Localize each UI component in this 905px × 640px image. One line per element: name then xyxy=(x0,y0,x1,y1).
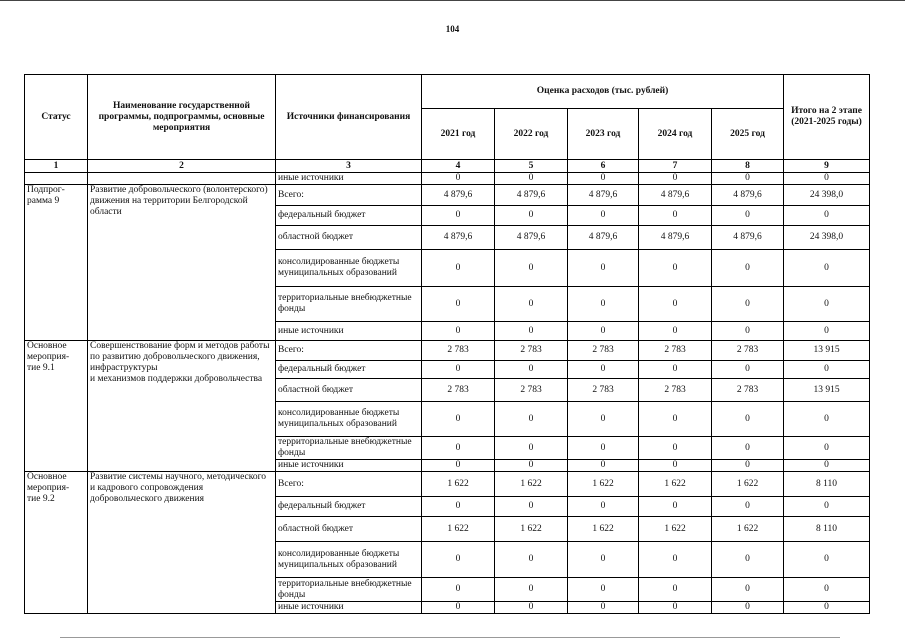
source-cell: областной бюджет xyxy=(276,226,422,250)
value-cell: 0 xyxy=(639,460,712,472)
source-cell: территориальные внебюджетные фонды xyxy=(276,578,422,602)
value-cell: 0 xyxy=(712,602,784,614)
source-cell: Всего: xyxy=(276,341,422,361)
header-estimate: Оценка расходов (тыс. рублей) xyxy=(422,75,784,109)
source-cell: иные источники xyxy=(276,602,422,614)
value-cell: 1 622 xyxy=(495,472,568,497)
value-cell: 0 xyxy=(422,322,495,341)
value-cell: 0 xyxy=(495,578,568,602)
header-year-5: 2025 год xyxy=(712,109,784,160)
value-cell: 0 xyxy=(639,250,712,287)
value-cell: 0 xyxy=(568,173,639,185)
value-cell: 0 xyxy=(422,602,495,614)
source-cell: Всего: xyxy=(276,472,422,497)
source-cell: консолидированные бюджеты муниципальных образований xyxy=(276,402,422,437)
value-cell: 0 xyxy=(784,402,870,437)
header-status: Статус xyxy=(25,75,88,160)
value-cell: 0 xyxy=(495,287,568,322)
source-cell: консолидированные бюджеты муниципальных образований xyxy=(276,542,422,578)
value-cell: 0 xyxy=(568,206,639,226)
table-row xyxy=(25,472,870,497)
value-cell: 0 xyxy=(495,250,568,287)
value-cell: 4 879,6 xyxy=(712,226,784,250)
value-cell: 0 xyxy=(639,602,712,614)
value-cell: 1 622 xyxy=(568,472,639,497)
source-cell: иные источники xyxy=(276,460,422,472)
value-cell: 0 xyxy=(422,497,495,517)
value-cell: 0 xyxy=(495,206,568,226)
value-cell: 4 879,6 xyxy=(639,185,712,206)
value-cell: 0 xyxy=(495,173,568,185)
value-cell: 0 xyxy=(568,322,639,341)
source-cell: федеральный бюджет xyxy=(276,206,422,226)
value-cell: 2 783 xyxy=(422,341,495,361)
column-number: 3 xyxy=(276,160,422,173)
value-cell: 0 xyxy=(495,437,568,460)
column-number: 4 xyxy=(422,160,495,173)
column-number: 7 xyxy=(639,160,712,173)
value-cell: 0 xyxy=(784,578,870,602)
value-cell: 0 xyxy=(495,402,568,437)
value-cell: 0 xyxy=(568,437,639,460)
table-row xyxy=(25,185,870,206)
value-cell: 0 xyxy=(712,437,784,460)
value-cell: 0 xyxy=(422,250,495,287)
bottom-scan-line xyxy=(60,637,840,638)
value-cell: 0 xyxy=(712,402,784,437)
source-cell: иные источники xyxy=(276,173,422,185)
value-cell: 0 xyxy=(422,402,495,437)
column-number: 6 xyxy=(568,160,639,173)
value-cell: 0 xyxy=(712,173,784,185)
status-cell: Подпрог- рамма 9 xyxy=(25,185,88,341)
value-cell: 1 622 xyxy=(712,517,784,542)
status-cell xyxy=(25,173,88,185)
value-cell: 0 xyxy=(784,206,870,226)
value-cell: 0 xyxy=(784,542,870,578)
value-cell: 4 879,6 xyxy=(639,226,712,250)
source-cell: областной бюджет xyxy=(276,517,422,542)
source-cell: консолидированные бюджеты муниципальных образований xyxy=(276,250,422,287)
value-cell: 0 xyxy=(495,460,568,472)
value-cell: 0 xyxy=(784,497,870,517)
name-cell: Совершенствование форм и методов работы по развитию добровольческого движения, инфраструктуры и механизмов поддержки добровольчества xyxy=(88,341,276,472)
header-year-4: 2024 год xyxy=(639,109,712,160)
value-cell: 0 xyxy=(639,206,712,226)
value-cell: 2 783 xyxy=(712,379,784,402)
source-cell: иные источники xyxy=(276,322,422,341)
value-cell: 4 879,6 xyxy=(422,185,495,206)
column-number: 1 xyxy=(25,160,88,173)
value-cell: 1 622 xyxy=(639,517,712,542)
value-cell: 0 xyxy=(784,602,870,614)
value-cell: 0 xyxy=(784,460,870,472)
value-cell: 0 xyxy=(495,322,568,341)
value-cell: 4 879,6 xyxy=(495,226,568,250)
column-number: 8 xyxy=(712,160,784,173)
value-cell: 0 xyxy=(422,460,495,472)
value-cell: 0 xyxy=(568,542,639,578)
table-row xyxy=(25,341,870,361)
source-cell: федеральный бюджет xyxy=(276,361,422,379)
value-cell: 0 xyxy=(784,361,870,379)
value-cell: 0 xyxy=(495,497,568,517)
value-cell: 2 783 xyxy=(568,341,639,361)
value-cell: 24 398,0 xyxy=(784,185,870,206)
value-cell: 2 783 xyxy=(639,341,712,361)
header-year-3: 2023 год xyxy=(568,109,639,160)
value-cell: 1 622 xyxy=(495,517,568,542)
value-cell: 0 xyxy=(568,602,639,614)
header-year-1: 2021 год xyxy=(422,109,495,160)
table-row xyxy=(25,173,870,185)
value-cell: 0 xyxy=(495,602,568,614)
value-cell: 0 xyxy=(568,402,639,437)
header-name: Наименование государственной программы, подпрограммы, основные мероприятия xyxy=(88,75,276,160)
source-cell: областной бюджет xyxy=(276,379,422,402)
value-cell: 0 xyxy=(422,437,495,460)
value-cell: 8 110 xyxy=(784,472,870,497)
value-cell: 0 xyxy=(639,542,712,578)
value-cell: 0 xyxy=(422,578,495,602)
value-cell: 0 xyxy=(422,542,495,578)
value-cell: 0 xyxy=(568,460,639,472)
value-cell: 0 xyxy=(568,361,639,379)
value-cell: 0 xyxy=(495,542,568,578)
value-cell: 0 xyxy=(639,497,712,517)
value-cell: 0 xyxy=(784,287,870,322)
top-scan-line xyxy=(0,0,905,1)
column-number: 9 xyxy=(784,160,870,173)
value-cell: 8 110 xyxy=(784,517,870,542)
header-sources: Источники финансирования xyxy=(276,75,422,160)
value-cell: 0 xyxy=(568,287,639,322)
value-cell: 0 xyxy=(568,250,639,287)
value-cell: 0 xyxy=(712,361,784,379)
value-cell: 0 xyxy=(712,542,784,578)
table-header xyxy=(25,75,870,160)
status-cell: Основное мероприя- тие 9.1 xyxy=(25,341,88,472)
value-cell: 0 xyxy=(712,497,784,517)
value-cell: 13 915 xyxy=(784,379,870,402)
source-cell: территориальные внебюджетные фонды xyxy=(276,287,422,322)
value-cell: 2 783 xyxy=(422,379,495,402)
value-cell: 0 xyxy=(639,287,712,322)
value-cell: 1 622 xyxy=(422,517,495,542)
value-cell: 0 xyxy=(495,361,568,379)
value-cell: 4 879,6 xyxy=(495,185,568,206)
value-cell: 24 398,0 xyxy=(784,226,870,250)
value-cell: 0 xyxy=(568,578,639,602)
value-cell: 2 783 xyxy=(712,341,784,361)
value-cell: 0 xyxy=(784,250,870,287)
value-cell: 1 622 xyxy=(639,472,712,497)
source-cell: территориальные внебюджетные фонды xyxy=(276,437,422,460)
header-year-2: 2022 год xyxy=(495,109,568,160)
value-cell: 2 783 xyxy=(495,379,568,402)
value-cell: 0 xyxy=(712,578,784,602)
value-cell: 0 xyxy=(639,322,712,341)
value-cell: 0 xyxy=(712,287,784,322)
value-cell: 2 783 xyxy=(639,379,712,402)
value-cell: 0 xyxy=(639,361,712,379)
value-cell: 13 915 xyxy=(784,341,870,361)
page-number: 104 xyxy=(445,24,460,34)
value-cell: 1 622 xyxy=(568,517,639,542)
value-cell: 2 783 xyxy=(568,379,639,402)
value-cell: 4 879,6 xyxy=(712,185,784,206)
table-body xyxy=(25,160,870,614)
value-cell: 2 783 xyxy=(495,341,568,361)
value-cell: 0 xyxy=(784,173,870,185)
value-cell: 4 879,6 xyxy=(568,185,639,206)
value-cell: 4 879,6 xyxy=(422,226,495,250)
header-total: Итого на 2 этапе (2021-2025 годы) xyxy=(784,75,870,160)
name-cell: Развитие системы научного, методического и кадрового сопровождения добровольческого движения xyxy=(88,472,276,614)
value-cell: 4 879,6 xyxy=(568,226,639,250)
status-cell: Основное мероприя- тие 9.2 xyxy=(25,472,88,614)
value-cell: 0 xyxy=(568,497,639,517)
column-number-row xyxy=(25,160,870,173)
value-cell: 0 xyxy=(712,322,784,341)
source-cell: Всего: xyxy=(276,185,422,206)
value-cell: 0 xyxy=(784,322,870,341)
value-cell: 0 xyxy=(712,206,784,226)
value-cell: 0 xyxy=(422,361,495,379)
value-cell: 0 xyxy=(422,287,495,322)
value-cell: 0 xyxy=(712,250,784,287)
value-cell: 1 622 xyxy=(712,472,784,497)
value-cell: 0 xyxy=(639,173,712,185)
value-cell: 0 xyxy=(422,173,495,185)
name-cell xyxy=(88,173,276,185)
value-cell: 0 xyxy=(639,402,712,437)
name-cell: Развитие добровольческого (волонтерского) движения на территории Белгородской области xyxy=(88,185,276,341)
value-cell: 0 xyxy=(784,437,870,460)
value-cell: 0 xyxy=(422,206,495,226)
value-cell: 1 622 xyxy=(422,472,495,497)
source-cell: федеральный бюджет xyxy=(276,497,422,517)
column-number: 2 xyxy=(88,160,276,173)
value-cell: 0 xyxy=(712,460,784,472)
value-cell: 0 xyxy=(639,437,712,460)
value-cell: 0 xyxy=(639,578,712,602)
expense-table xyxy=(24,74,870,614)
column-number: 5 xyxy=(495,160,568,173)
